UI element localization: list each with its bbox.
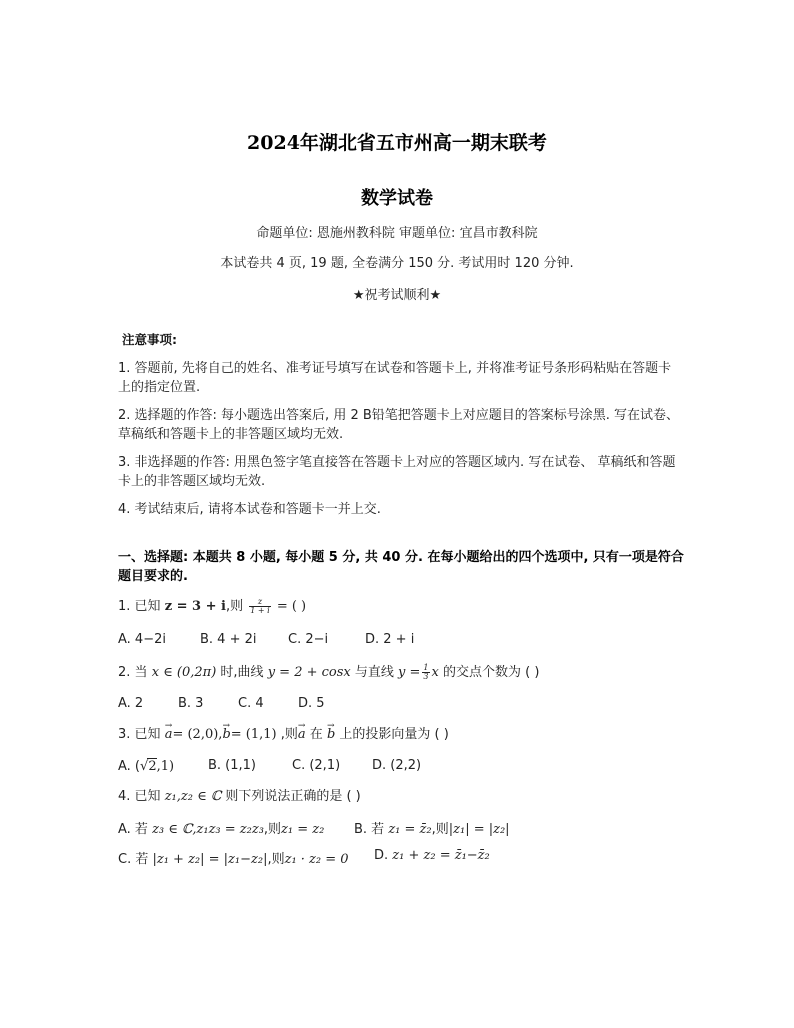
option-then: ,则 xyxy=(263,822,282,837)
option-a: A. 2 xyxy=(118,696,144,711)
question-3 xyxy=(118,726,449,744)
fraction-numerator: z xyxy=(249,598,270,607)
vector-a-value: = (2,0), xyxy=(172,727,223,742)
option-b: B. 4 + 2i xyxy=(200,632,257,647)
question-2-domain: x ∈ (0,2π) xyxy=(151,665,217,680)
question-3-mid1: ,则 xyxy=(280,727,298,742)
question-3-mid2: 在 xyxy=(309,727,323,742)
fraction-denominator: 1 + i xyxy=(250,606,270,615)
option-c: C. 4 xyxy=(238,696,264,711)
option-d: D. 2 + i xyxy=(365,632,415,647)
question-4-prefix: 4. 已知 xyxy=(118,789,161,804)
option-a xyxy=(118,818,324,837)
option-math: z₁ = z₂ xyxy=(281,822,325,837)
question-4-condition: z₁,z₂ ∈ ℂ xyxy=(164,789,222,804)
option-label: C. 若 xyxy=(118,852,149,867)
notice-item: 3. 非选择题的作答: 用黑色签字笔直接答在答题卡上对应的答题区域内. 写在试卷、 草稿纸和答题卡上的非答题区域均无效. xyxy=(118,455,676,489)
question-1-prefix: 1. 已知 xyxy=(118,599,161,614)
vector-b: → b xyxy=(327,726,335,744)
notice-item: 4. 考试结束后, 请将本试卷和答题卡一并上交. xyxy=(118,502,381,517)
option-a-suffix: ,1) xyxy=(156,759,175,774)
authors-line: 命题单位: 恩施州教科院 审题单位: 宜昌市教科院 xyxy=(256,226,538,241)
vector-a: → a xyxy=(298,726,306,744)
exam-info-line: 本试卷共 4 页, 19 题, 全卷满分 150 分. 考试用时 120 分钟. xyxy=(220,256,574,271)
subject-title: 数学试卷 xyxy=(361,188,433,209)
question-4-suffix: 则下列说法正确的是 ( ) xyxy=(225,789,361,804)
question-2-suffix: 的交点个数为 ( ) xyxy=(443,665,540,680)
option-a: A. 4−2i xyxy=(118,632,166,647)
option-label: D. xyxy=(374,848,389,863)
question-2-curve: y = 2 + cosx xyxy=(267,665,351,680)
question-2 xyxy=(118,664,539,682)
sqrt-radicand: 2 xyxy=(148,759,157,774)
question-2-prefix: 2. 当 xyxy=(118,665,148,680)
option-b: B. 3 xyxy=(178,696,204,711)
vector-b-value: = (1,1) xyxy=(230,727,277,742)
option-d: D. 5 xyxy=(298,696,325,711)
question-1-fraction xyxy=(249,598,270,615)
option-b: B. (1,1) xyxy=(208,758,257,773)
option-d xyxy=(374,848,490,863)
question-2-mid2: 与直线 xyxy=(354,665,394,680)
question-1-mid: ,则 xyxy=(225,599,244,614)
option-label: A. 若 xyxy=(118,822,148,837)
question-1-suffix: = ( ) xyxy=(276,599,307,614)
notice-heading: 注意事项: xyxy=(122,332,177,347)
question-2-line-lhs: y = xyxy=(398,665,421,680)
sqrt-sign: √ xyxy=(140,759,149,774)
option-label: B. 若 xyxy=(354,822,385,837)
question-2-line-x: x xyxy=(431,665,439,680)
notice-item: 2. 选择题的作答: 每小题选出答案后, 用 2 B铅笔把答题卡上对应题目的答案标号涂黑. 写在试卷、草稿纸和答题卡上的非答题区域均无效. xyxy=(118,408,680,442)
fraction-numerator: 1 xyxy=(423,663,429,672)
option-d: D. (2,2) xyxy=(372,758,422,773)
option-math: |z₁ + z₂| = |z₁−z₂| xyxy=(152,852,268,867)
option-math: z₁ + z₂ = z̄₁−z̄₂ xyxy=(392,848,490,863)
fraction-denominator: 3 xyxy=(423,672,429,681)
section-heading: 一、选择题: 本题共 8 小题, 每小题 5 分, 共 40 分. 在每小题给出的四个选项中, 只有一项是符合题目要求的. xyxy=(118,550,684,584)
notice-item: 1. 答题前, 先将自己的姓名、准考证号填写在试卷和答题卡上, 并将准考证号条形码粘贴在答题卡上的指定位置. xyxy=(118,361,672,395)
question-3-prefix: 3. 已知 xyxy=(118,727,161,742)
question-2-mid1: 时,曲线 xyxy=(220,665,264,680)
question-2-fraction xyxy=(422,664,429,681)
good-luck-line: ★祝考试顺利★ xyxy=(352,288,442,303)
question-4 xyxy=(118,788,361,806)
option-math: |z₁| = |z₂| xyxy=(448,822,510,837)
question-1-z-def: z = 3 + i xyxy=(164,599,226,614)
question-1 xyxy=(118,598,306,616)
option-then: ,则 xyxy=(267,852,285,867)
option-math: z₁ · z₂ = 0 xyxy=(284,852,349,867)
option-then: ,则 xyxy=(431,822,449,837)
vector-a: → a xyxy=(165,726,173,744)
question-3-suffix: 上的投影向量为 ( ) xyxy=(339,727,449,742)
option-a xyxy=(118,758,174,774)
option-c xyxy=(118,848,349,867)
vector-b: → b xyxy=(222,726,230,744)
option-c: C. 2−i xyxy=(288,632,329,647)
exam-title: 2024年湖北省五市州高一期末联考 xyxy=(247,132,547,154)
option-a-prefix: A. ( xyxy=(118,759,141,774)
option-c: C. (2,1) xyxy=(292,758,341,773)
option-math: z₃ ∈ ℂ,z₁z₃ = z₂z₃ xyxy=(152,822,264,837)
option-b xyxy=(354,818,510,837)
option-math: z₁ = z̄₂ xyxy=(388,822,432,837)
